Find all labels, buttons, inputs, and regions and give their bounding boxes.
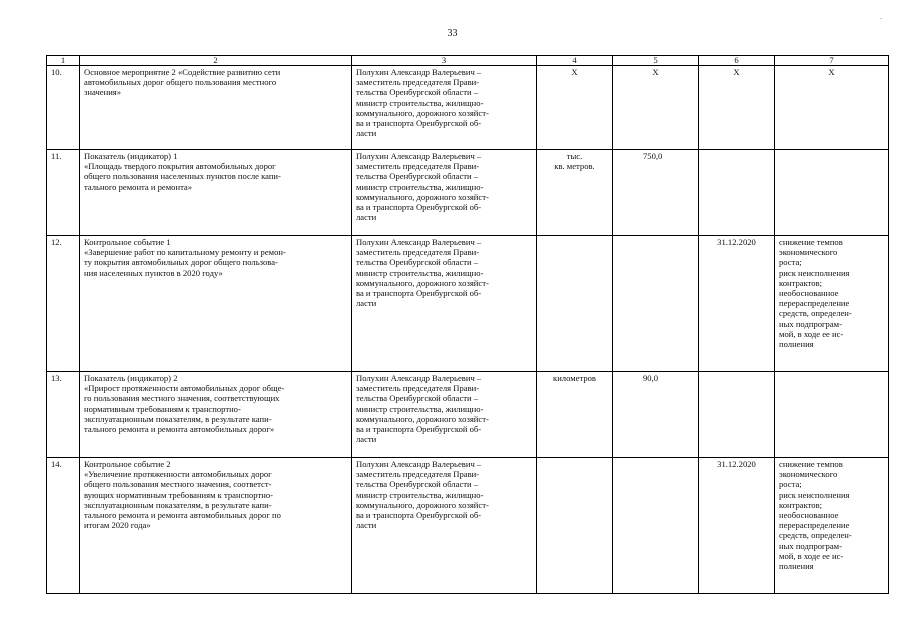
value-cell: Х	[613, 66, 699, 150]
value-cell	[613, 236, 699, 372]
table-row	[47, 66, 889, 150]
header-col-7: 7	[775, 56, 889, 66]
event-name: Контрольное событие 2 «Увеличение протяженности автомобильных дорог общего пользования местного значения, соответст- вующих нормативным требованиям к транспортно- эксплуатационным показателям, в результате капи- тального ремонта и ремонта автомобильных дорог по итогам 2020 года»	[80, 458, 352, 594]
date-cell	[699, 372, 775, 458]
row-number: 11.	[47, 150, 80, 236]
value-cell: 750,0	[613, 150, 699, 236]
responsible-person: Полухин Александр Валерьевич – заместитель председателя Прави- тельства Оренбургской области – министр строительства, жилищно- коммунального, дорожного хозяйст- ва и транспорта Оренбургской об- ласти	[352, 372, 537, 458]
date-cell: 31.12.2020	[699, 236, 775, 372]
responsible-person: Полухин Александр Валерьевич – заместитель председателя Прави- тельства Оренбургской области – министр строительства, жилищно- коммунального, дорожного хозяйст- ва и транспорта Оренбургской об- ласти	[352, 236, 537, 372]
corner-mark: .	[880, 12, 882, 21]
unit-cell	[537, 458, 613, 594]
responsible-person: Полухин Александр Валерьевич – заместитель председателя Прави- тельства Оренбургской области – министр строительства, жилищно- коммунального, дорожного хозяйст- ва и транспорта Оренбургской об- ласти	[352, 66, 537, 150]
table-row	[47, 458, 889, 594]
risk-cell: снижение темпов экономического роста; риск неисполнения контрактов; необоснованное перераспределение средств, определен- ных подпрограм- мой, в ходе ее ис- полнения	[775, 458, 889, 594]
event-name: Контрольное событие 1 «Завершение работ по капитальному ремонту и ремон- ту покрытия автомобильных дорог общего пользова- ния населенных пунктов в 2020 году»	[80, 236, 352, 372]
date-cell: Х	[699, 66, 775, 150]
date-cell: 31.12.2020	[699, 458, 775, 594]
value-cell: 90,0	[613, 372, 699, 458]
page-number: 33	[447, 28, 458, 39]
header-col-2: 2	[80, 56, 352, 66]
risk-cell: Х	[775, 66, 889, 150]
header-col-5: 5	[613, 56, 699, 66]
unit-cell: Х	[537, 66, 613, 150]
row-number: 12.	[47, 236, 80, 372]
unit-cell: километров	[537, 372, 613, 458]
table-row	[47, 150, 889, 236]
row-number: 14.	[47, 458, 80, 594]
header-col-4: 4	[537, 56, 613, 66]
row-number: 13.	[47, 372, 80, 458]
table-header-row	[47, 56, 889, 66]
row-number: 10.	[47, 66, 80, 150]
table-row	[47, 372, 889, 458]
risk-cell	[775, 372, 889, 458]
responsible-person: Полухин Александр Валерьевич – заместитель председателя Прави- тельства Оренбургской области – министр строительства, жилищно- коммунального, дорожного хозяйст- ва и транспорта Оренбургской об- ласти	[352, 458, 537, 594]
unit-cell	[537, 236, 613, 372]
header-col-6: 6	[699, 56, 775, 66]
date-cell	[699, 150, 775, 236]
unit-cell: тыс. кв. метров.	[537, 150, 613, 236]
header-col-3: 3	[352, 56, 537, 66]
plan-table	[46, 55, 889, 594]
event-name: Основное мероприятие 2 «Содействие развитию сети автомобильных дорог общего пользования местного значения»	[80, 66, 352, 150]
event-name: Показатель (индикатор) 1 «Площадь твердого покрытия автомобильных дорог общего пользования населенных пунктов после капи- тального ремонта и ремонта»	[80, 150, 352, 236]
risk-cell: снижение темпов экономического роста; риск неисполнения контрактов; необоснованное перераспределение средств, определен- ных подпрограм- мой, в ходе ее ис- полнения	[775, 236, 889, 372]
event-name: Показатель (индикатор) 2 «Прирост протяженности автомобильных дорог обще- го пользования местного значения, соответствующих нормативным требованиям к транспортно- эксплуатационным показателям, в результате капи- тального ремонта и ремонта автомобильных дорог»	[80, 372, 352, 458]
value-cell	[613, 458, 699, 594]
table-row	[47, 236, 889, 372]
risk-cell	[775, 150, 889, 236]
responsible-person: Полухин Александр Валерьевич – заместитель председателя Прави- тельства Оренбургской области – министр строительства, жилищно- коммунального, дорожного хозяйст- ва и транспорта Оренбургской об- ласти	[352, 150, 537, 236]
header-col-1: 1	[47, 56, 80, 66]
